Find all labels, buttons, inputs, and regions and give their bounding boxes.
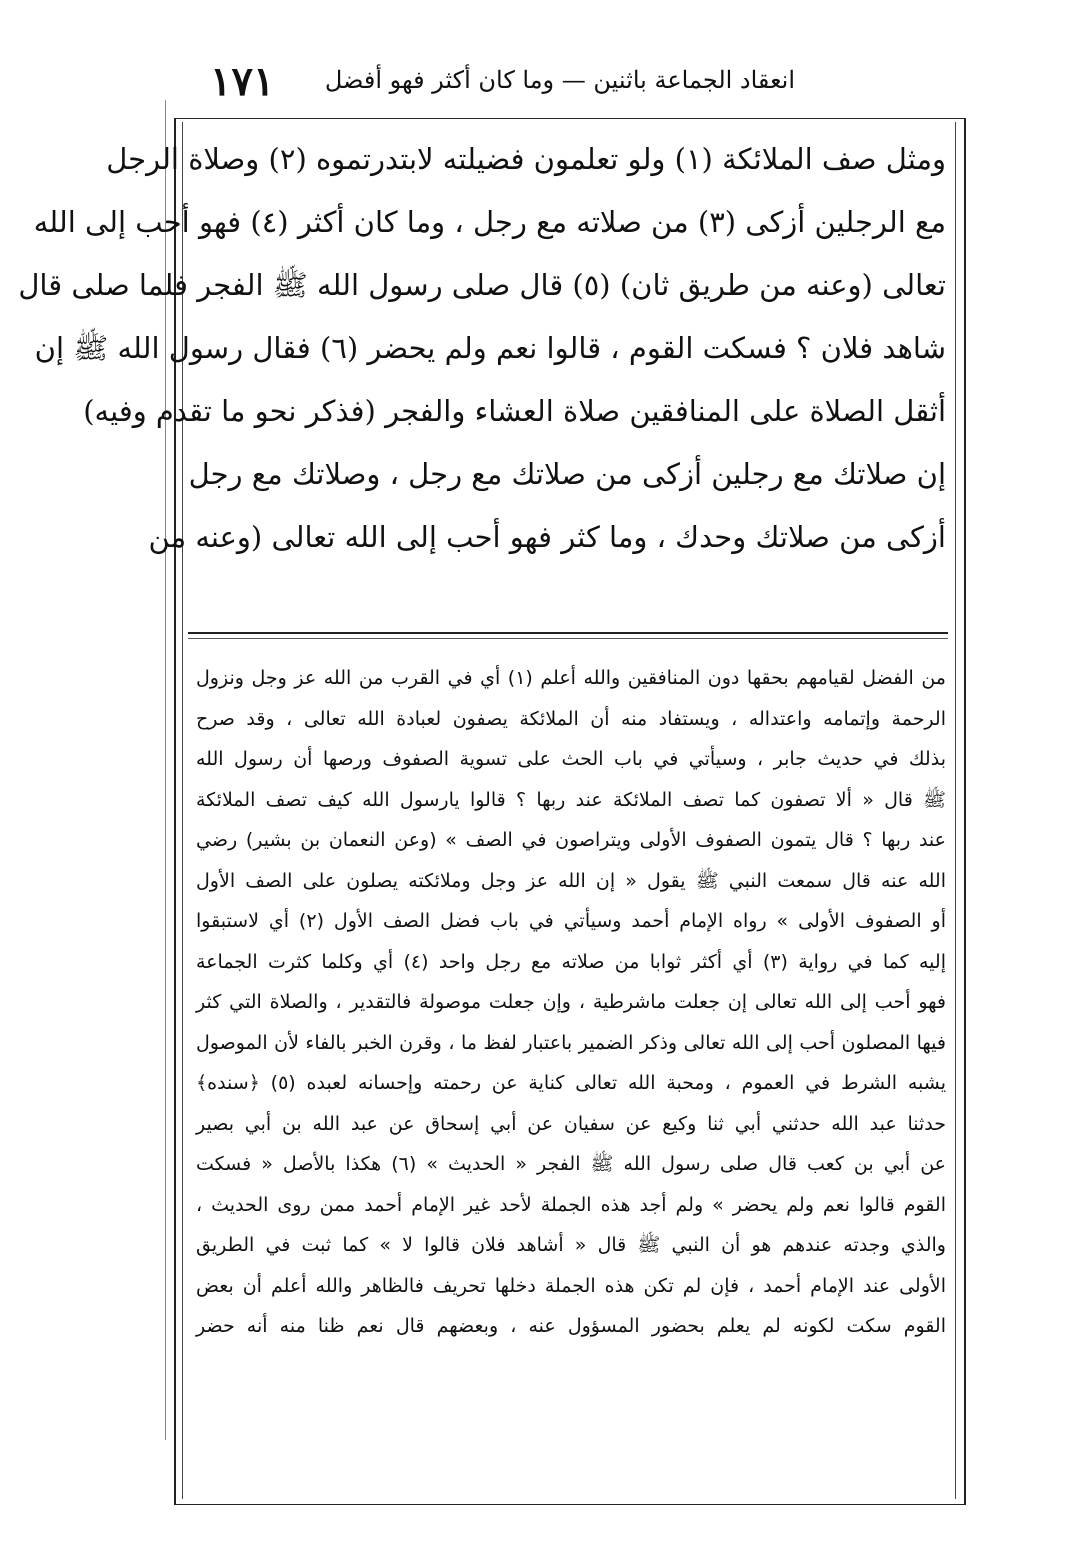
main-text-line: أزكى من صلاتك وحدك ، وما كثر فهو أحب إلى الله تعالى (وعنه من (148, 520, 946, 554)
running-title: انعقاد الجماعة باثنين — وما كان أكثر فهو أفضل (324, 66, 795, 94)
footnote-line: إليه كما في رواية (٣) أي أكثر ثوابا من صلاته مع رجل واحد (٤) أي وكلما كثرت الجماعة (196, 950, 946, 973)
footnote-line: ﷺ قال « ألا تصفون كما تصف الملائكة عند ربها ؟ قالوا يارسول الله كيف تصف الملائكة (196, 788, 946, 811)
footnotes (196, 658, 946, 1347)
footnote-line: القوم سكت لكونه لم يعلم بحضور المسؤول عنه ، وبعضهم قال نعم ظنا منه أنه حضر (196, 1315, 946, 1337)
footnote-line: الله عنه قال سمعت النبي ﷺ يقول « إن الله عز وجل وملائكته يصلون على الصف الأول (196, 869, 946, 892)
footnote-line: الأولى عند الإمام أحمد ، فإن لم تكن هذه الجملة دخلها تحريف فالظاهر والله أعلم أن بعض (196, 1274, 946, 1297)
main-text-line: أثقل الصلاة على المنافقين صلاة العشاء والفجر (فذكر نحو ما تقدم وفيه) (83, 394, 946, 428)
footnote-line: من الفضل لقيامهم بحقها دون المنافقين والله أعلم (١) أي في القرب من الله عز وجل ونزول (196, 667, 946, 689)
footnote-line: عند ربها ؟ قال يتمون الصفوف الأولى ويتراصون في الصف » (وعن النعمان بن بشير) رضي (196, 829, 946, 851)
running-header (170, 58, 970, 108)
footnote-separator-thin (188, 638, 948, 639)
footnote-separator (188, 632, 948, 634)
footnote-line: القوم قالوا نعم ولم يحضر » ولم أجد هذه الجملة لأحد غير الإمام أحمد ممن روى الحديث ، (196, 1193, 946, 1216)
footnote-line: والذي وجدته عندهم هو أن النبي ﷺ قال « أشاهد فلان قالوا لا » كما ثبت في الطريق (196, 1234, 946, 1256)
main-text-line: إن صلاتك مع رجلين أزكى من صلاتك مع رجل ، وصلاتك مع رجل (188, 457, 946, 491)
main-text-line: مع الرجلين أزكى (٣) من صلاته مع رجل ، وما كان أكثر (٤) فهو أحب إلى الله (33, 205, 946, 239)
footnote-line: حدثنا عبد الله حدثني أبي ثنا وكيع عن سفيان عن أبي إسحاق عن عبد الله بن أبي بصير (196, 1112, 946, 1135)
page-number: ١٧١ (210, 58, 275, 105)
main-text-line: تعالى (وعنه من طريق ثان) (٥) قال صلى رسول الله ﷺ الفجر فلما صلى قال (18, 268, 946, 302)
footnote-line: عن أبي بن كعب قال صلى رسول الله ﷺ الفجر « الحديث » (٦) هكذا بالأصل « فسكت (196, 1153, 947, 1175)
main-text-line: ومثل صف الملائكة (١) ولو تعلمون فضيلته لابتدرتموه (٢) وصلاة الرجل (106, 142, 946, 176)
footnote-line: أو الصفوف الأولى » رواه الإمام أحمد وسيأتي في باب فضل الصف الأول (٢) أي لاستبقوا (196, 910, 946, 932)
footnote-line: فيها المصلون أحب إلى الله تعالى وذكر الضمير باعتبار لفظ ما ، وقرن الخبر بالفاء لأن الموصول (196, 1031, 946, 1054)
footnote-line: الرحمة وإتمامه واعتداله ، ويستفاد منه أن الملائكة يصفون لعبادة الله تعالى ، وقد صرح (196, 707, 946, 730)
main-text (18, 128, 946, 569)
main-text-line: شاهد فلان ؟ فسكت القوم ، قالوا نعم ولم يحضر (٦) فقال رسول الله ﷺ إن (34, 331, 946, 365)
footnote-line: يشبه الشرط في العموم ، ومحبة الله تعالى كناية عن رحمته وإحسانه لعبده (٥) ﴿سنده﴾ (196, 1072, 946, 1094)
footnote-line: فهو أحب إلى الله تعالى إن جعلت ماشرطية ، وإن جعلت موصولة فالتقدير ، والصلاة التي كثر (196, 991, 946, 1013)
footnote-line: بذلك في حديث جابر ، وسيأتي في باب الحث على تسوية الصفوف ورصها أن رسول الله (196, 748, 946, 770)
